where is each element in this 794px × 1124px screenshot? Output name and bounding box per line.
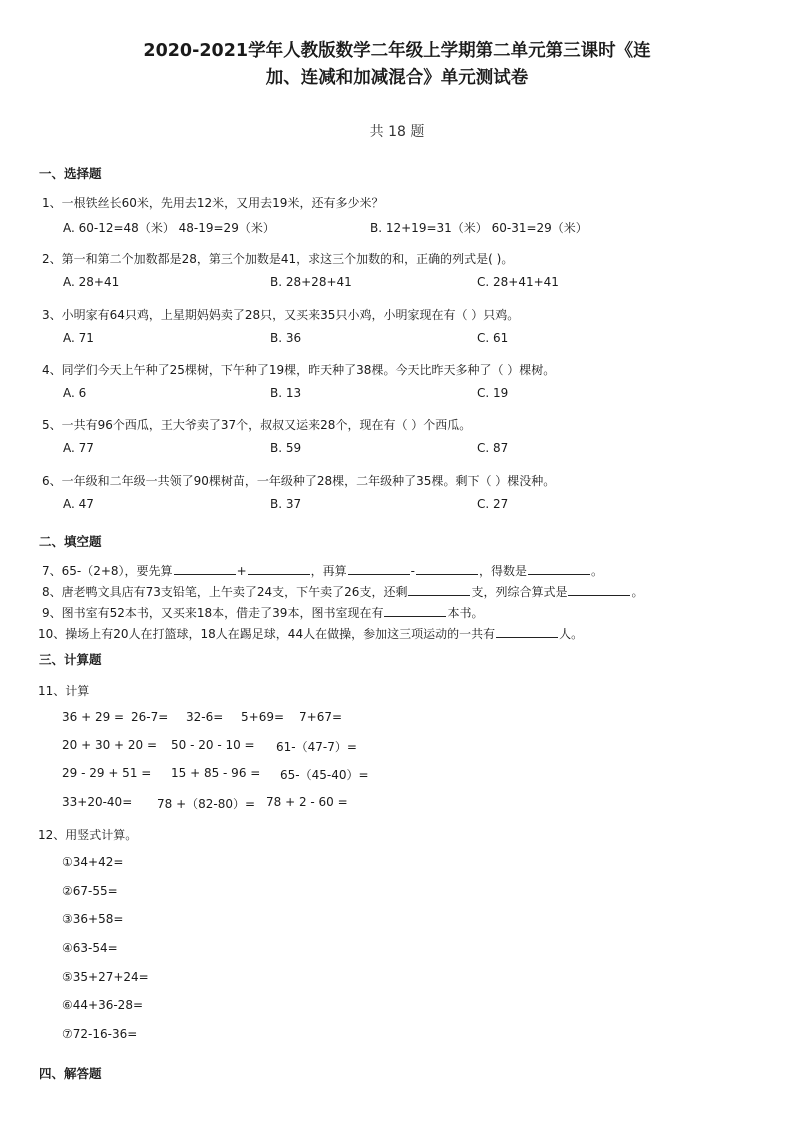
q7-blank-5[interactable] xyxy=(528,562,590,575)
question-12-label: 12、用竖式计算。 xyxy=(38,828,138,842)
q8-text-1: 8、唐老鸭文具店有73支铅笔，上午卖了24支，下午卖了26支，还剩 xyxy=(42,585,408,599)
calc-row-3-item-1: 29 - 29 + 51 = xyxy=(62,766,152,780)
q7-blank-2[interactable] xyxy=(248,562,310,575)
q6-option-a: A. 47 xyxy=(63,497,94,511)
q9-text-1: 9、图书室有52本书，又买来18本，借走了39本，图书室现在有 xyxy=(42,606,384,620)
q10-blank-1[interactable] xyxy=(496,625,558,638)
q10-text-1: 10、操场上有20人在打篮球，18人在踢足球，44人在做操，参加这三项运动的一共有 xyxy=(38,627,496,641)
section-choice-heading: 一、选择题 xyxy=(39,166,102,181)
question-10 xyxy=(38,625,583,642)
q6-option-b: B. 37 xyxy=(270,497,302,511)
vertical-calc-5: ⑤35+27+24= xyxy=(62,970,149,984)
q2-option-b: B. 28+28+41 xyxy=(270,275,352,289)
q6-option-c: C. 27 xyxy=(477,497,509,511)
q9-text-2: 本书。 xyxy=(447,606,484,620)
calc-row-1-item-3: 32-6= xyxy=(186,710,224,724)
q7-blank-1[interactable] xyxy=(174,562,236,575)
q7-text-5: ，得数是 xyxy=(478,564,527,578)
q1-option-a: A. 60-12=48（米） 48-19=29（米） xyxy=(63,221,275,235)
section-answer-heading: 四、解答题 xyxy=(39,1066,102,1081)
title-line-2: 加、连减和加减混合》单元测试卷 xyxy=(265,68,529,88)
section-fill-heading: 二、填空题 xyxy=(39,534,102,549)
vertical-calc-7: ⑦72-16-36= xyxy=(62,1027,138,1041)
q7-text-6: 。 xyxy=(591,564,604,578)
calc-row-1-item-1: 36 + 29 = xyxy=(62,710,125,724)
q5-option-a: A. 77 xyxy=(63,441,94,455)
calc-row-3-item-3: 65-（45-40）= xyxy=(280,768,369,782)
q5-option-b: B. 59 xyxy=(270,441,302,455)
calc-row-1-item-5: 7+67= xyxy=(299,710,343,724)
title-line-1: 2020-2021学年人教版数学二年级上学期第二单元第三课时《连 xyxy=(143,41,651,61)
question-8 xyxy=(42,583,643,600)
question-7 xyxy=(42,562,603,579)
q7-blank-4[interactable] xyxy=(416,562,478,575)
q7-text-1: 7、65-（2+8），要先算 xyxy=(42,564,173,578)
q8-blank-1[interactable] xyxy=(408,583,470,596)
question-6: 6、一年级和二年级一共领了90棵树苗，一年级种了28棵，二年级种了35棵。剩下（ ）棵没种。 xyxy=(42,474,556,488)
question-3: 3、小明家有64只鸡，上星期妈妈卖了28只，又买来35只小鸡，小明家现在有（ ）只鸡。 xyxy=(42,308,520,322)
calc-row-4-item-1: 33+20-40= xyxy=(62,795,133,809)
calc-row-3-item-2: 15 + 85 - 96 = xyxy=(171,766,261,780)
q9-blank-1[interactable] xyxy=(384,604,446,617)
section-calc-heading: 三、计算题 xyxy=(39,652,102,667)
question-9 xyxy=(42,604,483,621)
q8-text-3: 。 xyxy=(631,585,644,599)
q4-option-c: C. 19 xyxy=(477,386,509,400)
q10-text-2: 人。 xyxy=(559,627,584,641)
q4-option-b: B. 13 xyxy=(270,386,302,400)
calc-row-2-item-3: 61-（47-7）= xyxy=(276,740,357,754)
vertical-calc-4: ④63-54= xyxy=(62,941,118,955)
question-count: 共 18 题 xyxy=(369,124,425,140)
calc-row-4-item-3: 78 + 2 - 60 = xyxy=(266,795,348,809)
vertical-calc-1: ①34+42= xyxy=(62,855,124,869)
q7-blank-3[interactable] xyxy=(348,562,410,575)
q3-option-b: B. 36 xyxy=(270,331,302,345)
q7-text-4: - xyxy=(410,564,415,578)
q3-option-a: A. 71 xyxy=(63,331,94,345)
q2-option-a: A. 28+41 xyxy=(63,275,120,289)
question-4: 4、同学们今天上午种了25棵树，下午种了19棵，昨天种了38棵。今天比昨天多种了（ ）棵树。 xyxy=(42,363,556,377)
calc-row-2-item-1: 20 + 30 + 20 = xyxy=(62,738,158,752)
q5-option-c: C. 87 xyxy=(477,441,509,455)
calc-row-1-item-4: 5+69= xyxy=(241,710,285,724)
q7-text-3: ，再算 xyxy=(310,564,347,578)
vertical-calc-6: ⑥44+36-28= xyxy=(62,998,144,1012)
exam-title xyxy=(60,38,734,92)
calc-row-1-item-2: 26-7= xyxy=(131,710,169,724)
q7-text-2: + xyxy=(236,564,247,578)
vertical-calc-2: ②67-55= xyxy=(62,884,118,898)
question-1: 1、一根铁丝长60米，先用去12米，又用去19米，还有多少米？ xyxy=(42,196,384,210)
question-11-label: 11、计算 xyxy=(38,684,90,698)
q2-option-c: C. 28+41+41 xyxy=(477,275,559,289)
calc-row-2-item-2: 50 - 20 - 10 = xyxy=(171,738,255,752)
question-5: 5、一共有96个西瓜，王大爷卖了37个，叔叔又运来28个，现在有（ ）个西瓜。 xyxy=(42,418,472,432)
q1-option-b: B. 12+19=31（米） 60-31=29（米） xyxy=(370,221,588,235)
question-2: 2、第一和第二个加数都是28，第三个加数是41，求这三个加数的和，正确的列式是( )。 xyxy=(42,252,514,266)
q8-text-2: 支，列综合算式是 xyxy=(471,585,568,599)
q3-option-c: C. 61 xyxy=(477,331,509,345)
q8-blank-2[interactable] xyxy=(568,583,630,596)
vertical-calc-3: ③36+58= xyxy=(62,912,124,926)
q4-option-a: A. 6 xyxy=(63,386,87,400)
calc-row-4-item-2: 78 +（82-80）= xyxy=(157,797,256,811)
